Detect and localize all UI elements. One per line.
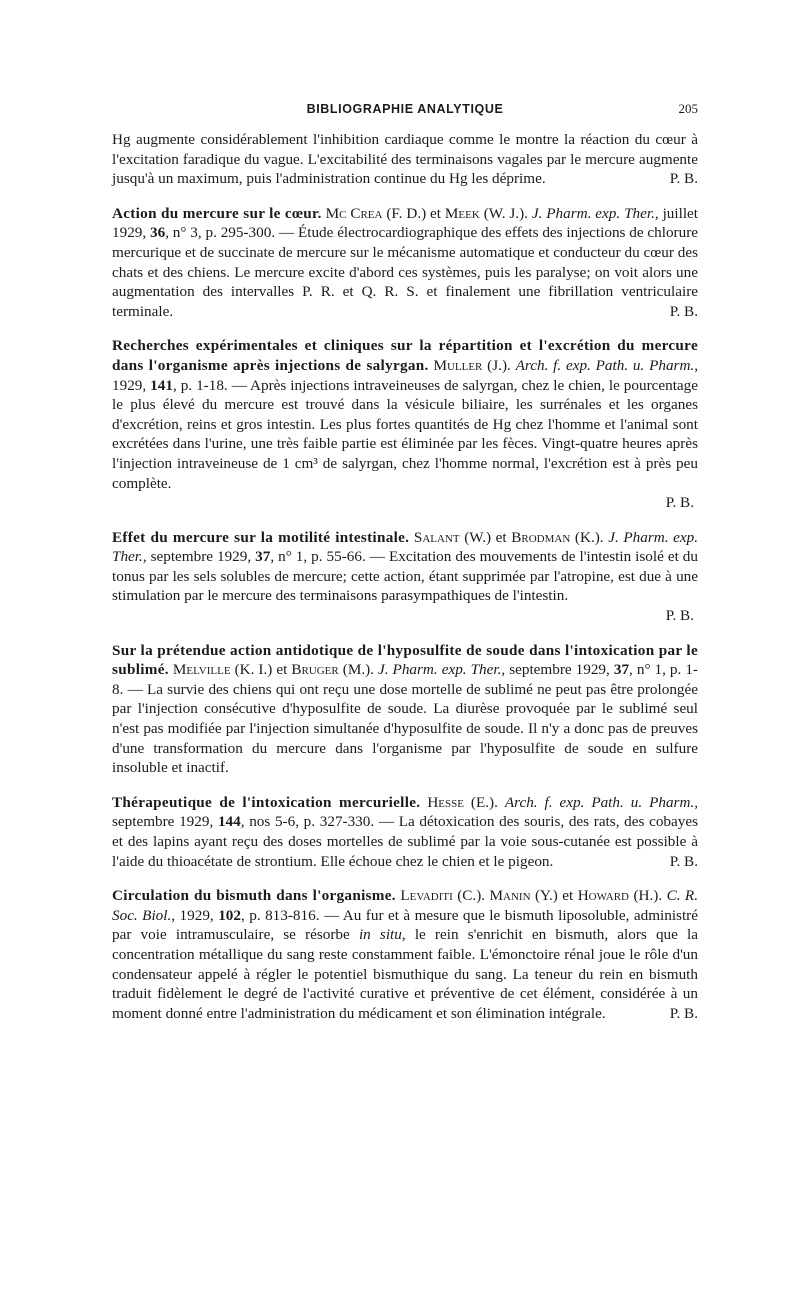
entry-title: Thérapeutique de l'intoxication mercurielle. <box>112 793 421 811</box>
author-name: Manin <box>489 887 531 905</box>
journal-name: J. Pharm. exp. Ther. <box>531 204 655 222</box>
citation-date: , 1929, <box>112 356 699 394</box>
abstract-text-italic: in situ <box>358 926 402 944</box>
citation-volume: 102 <box>218 906 241 924</box>
entry-title: Recherches expérimentales et cliniques sur la répartition et l'excrétion du mercure dans l'organisme après injections de salyrgan. <box>112 337 698 374</box>
abstract-text: La détoxication des souris, des rats, des cobayes et des lapins ayant reçu des doses mortelles de sublimé par la voie sous-cutanée est possible à l'aide du thioacétate de strontium. Elle échoue chez le chien et le pigeon. <box>112 813 698 870</box>
citation-pages: , n° 3, p. 295-300. — <box>165 224 298 242</box>
abstract-text: Au fur et à mesure que le bismuth liposoluble, administré par voie intramusculaire, se résorbe <box>112 906 698 944</box>
author-initials: (F. D.) et <box>382 204 445 222</box>
author-name: Brodman <box>511 528 571 546</box>
abstract-text: — Après injections intraveineuses de salyrgan, chez le chien, le pourcentage le plus élevé du mercure est trouvé dans la vésicule biliaire, les surrénales et les organes d'excrétion, reins et gros intestin. Les plus fortes quantités de Hg chez l'homme et l'animal sont excrétées dans l'urine, une très faible partie est éliminée par les fèces. Vingt-quatre heures après l'injection intraveineuse de 1 cm³ de salyrgan, chez l'homme normal, l'excrétion est à près peu complète. <box>112 376 699 492</box>
abstract-entry <box>112 336 698 493</box>
author-initials: (W.) et <box>459 528 512 546</box>
journal-name: J. Pharm. exp. Ther. <box>112 528 699 566</box>
author-initials: (K.). <box>570 528 609 546</box>
author-name: Howard <box>577 887 630 905</box>
author-name: Mc Crea <box>325 204 383 222</box>
signature: P. B. <box>669 852 698 870</box>
author-initials: (W. J.). <box>479 204 532 222</box>
citation-pages: , n° 1, p. 55-66. — <box>270 548 389 566</box>
abstract-text: Étude électrocardiographique des effets des injections de chlorure mercurique et de succinate de mercure sur le mécanisme automatique et conducteur du cœur des chats et des chiens. Le mercure excite d'abord ces systèmes, puis les paralyse; on voit alors une augmentation des intervalles P. R. et Q. R. S. et finalement une fibrillation ventriculaire terminale. <box>112 224 699 320</box>
journal-name: Arch. f. exp. Path. u. Pharm. <box>504 793 695 811</box>
author-name: Hesse <box>427 793 464 811</box>
author-name: Melville <box>172 661 231 679</box>
signature: P. B. <box>669 170 698 188</box>
author-initials: (Y.) et <box>530 887 578 905</box>
citation-date: , 1929, <box>171 906 219 924</box>
author-initials: (H.). <box>629 887 667 905</box>
page-header <box>112 98 698 120</box>
author-initials: (K. I.) et <box>230 661 292 679</box>
citation-volume: 37 <box>613 661 630 679</box>
citation-volume: 37 <box>255 548 271 566</box>
author-initials: (M.). <box>338 661 378 679</box>
author-name: Bruger <box>291 661 339 679</box>
signature: P. B. <box>669 1004 698 1022</box>
abstract-entry <box>112 641 698 778</box>
citation-date: , juillet 1929, <box>112 204 698 242</box>
author-name: Salant <box>413 528 460 546</box>
abstract-text: La survie des chiens qui ont reçu une dose mortelle de sublimé ne peut pas être prolongée par l'injection consécutive d'hyposulfite de soude. La diurèse provoquée par le sublimé seul n'est pas modifiée par l'injection simultanée d'hyposulfite de soude. Il n'y a donc pas de preuves d'une transformation du mercure dans l'organisme par l'hyposulfite de soude en sulfure insoluble et inactif. <box>112 680 699 777</box>
journal-name: Arch. f. exp. Path. u. Pharm. <box>515 356 695 374</box>
abstract-entry <box>112 793 698 871</box>
abstract-text: , le rein s'enrichit en bismuth, alors que la concentration métallique du sang reste constamment faible. L'émonctoire rénal joue le rôle d'un condensateur appelé à régler le potentiel bismuthique du sang. La teneur du rein en bismuth traduit fidèlement le degré de l'activité curative et préventive de cet élément, considérée à un moment donné entre l'administration du médicament et son élimination intégrale. <box>112 926 698 1022</box>
running-title: BIBLIOGRAPHIE ANALYTIQUE <box>306 102 504 116</box>
journal-name: C. R. Soc. Biol. <box>112 887 698 924</box>
citation-date: , septembre 1929, <box>142 548 256 566</box>
signature: P. B. <box>665 607 694 625</box>
citation-volume: 144 <box>217 813 241 831</box>
abstract-entry <box>112 886 698 1023</box>
abstract-text: Excitation des mouvements de l'intestin isolé et du tonus par les sels solubles de mercure; cette action, étant supprimée par l'atropine, est due à une stimulation par le mercure des terminaisons parasympathiques de l'intestin. <box>112 548 698 605</box>
entry-title: Effet du mercure sur la motilité intestinale. <box>112 528 410 546</box>
document-page <box>112 98 698 1023</box>
author-name: Muller <box>433 356 483 374</box>
entry-title: Action du mercure sur le cœur. <box>112 204 322 222</box>
author-initials: (C.). <box>452 887 490 905</box>
author-initials: (J.). <box>482 356 516 374</box>
signature: P. B. <box>665 494 694 512</box>
journal-name: J. Pharm. exp. Ther. <box>378 661 502 679</box>
citation-date: , septembre 1929, <box>501 661 614 679</box>
page-number: 205 <box>678 101 698 116</box>
citation-pages: , p. 1-18. <box>172 376 228 394</box>
author-name: Levaditi <box>400 887 453 905</box>
citation-pages: , n° 1, p. 1-8. — <box>112 661 698 698</box>
citation-pages: , nos 5-6, p. 327-330. — <box>240 813 399 831</box>
citation-volume: 36 <box>150 224 166 242</box>
citation-volume: 141 <box>150 376 173 394</box>
author-name: Meek <box>444 204 480 222</box>
signature: P. B. <box>669 302 698 320</box>
citation-pages: , p. 813-816. — <box>240 906 343 924</box>
entry-title: Circulation du bismuth dans l'organisme. <box>112 887 396 905</box>
abstract-text: Hg augmente considérablement l'inhibition cardiaque comme le montre la réaction du cœur à l'excitation faradique du vague. L'excitabilité des terminaisons vagales par le mercure augmente jusqu'à un maximum, puis l'administration continue du Hg les déprime. <box>112 131 698 188</box>
abstract-continuation <box>112 130 698 189</box>
author-initials: (E.). <box>463 793 505 811</box>
abstract-entry <box>112 204 698 322</box>
entry-title: Sur la prétendue action antidotique de l'hyposulfite de soude dans l'intoxication par le sublimé. <box>112 641 698 679</box>
citation-date: , septembre 1929, <box>112 793 699 831</box>
abstract-entry <box>112 528 698 606</box>
